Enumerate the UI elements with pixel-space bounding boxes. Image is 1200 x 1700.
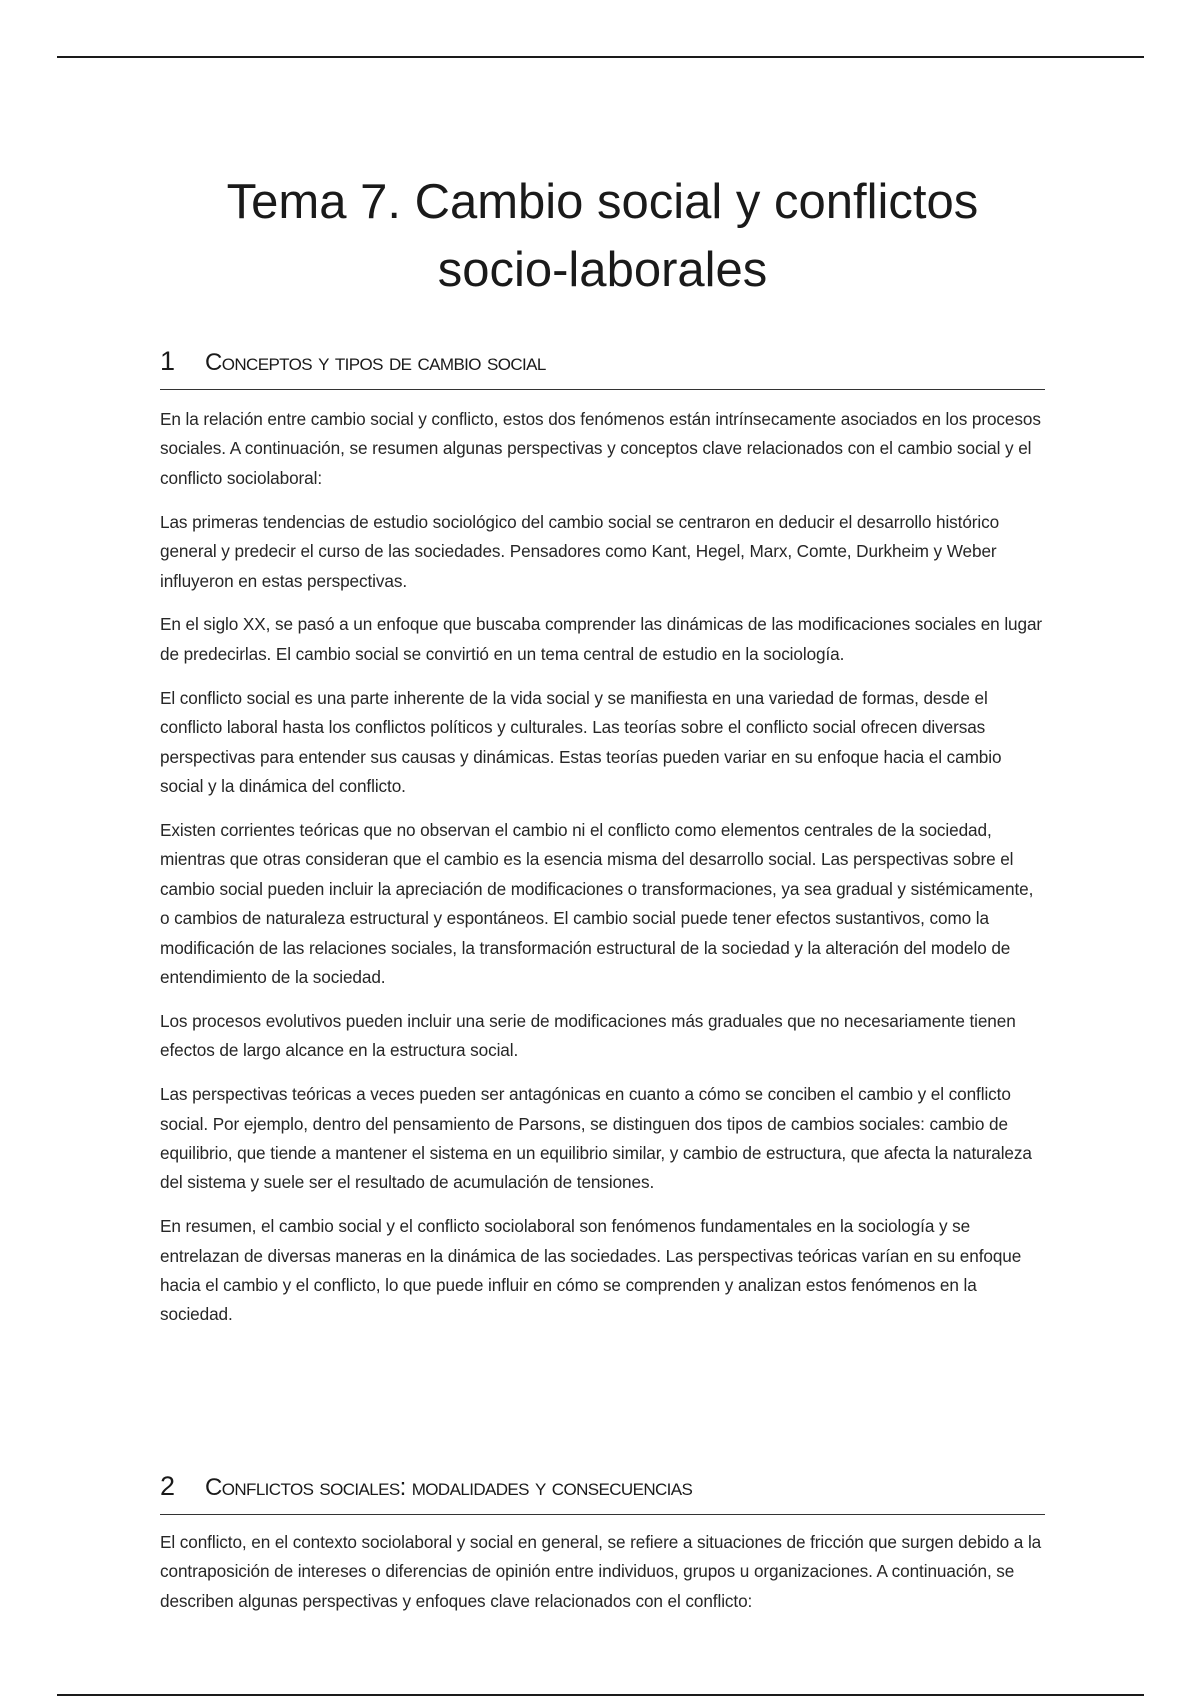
paragraph: Las primeras tendencias de estudio sociológico del cambio social se centraron en deducir el desarrollo histórico general y predecir el curso de las sociedades. Pensadores como Kant, Hegel, Marx, Comte, Durkheim y Weber influyeron en estas perspectivas. — [160, 511, 1000, 591]
paragraph: Las perspectivas teóricas a veces pueden ser antagónicas en cuanto a cómo se conciben el cambio y el conflicto social. Por ejemplo, dentro del pensamiento de Parsons, se distinguen dos tipos de cambios sociales: cambio de equilibrio, que tiende a mantener el sistema en un equilibrio similar, y cambio de estructura, que afecta la naturaleza del sistema y suele ser el resultado de acumulación de tensiones. — [160, 1084, 1032, 1193]
section-number: 1 — [160, 346, 175, 376]
section-number: 2 — [160, 1471, 175, 1501]
section-title: Conflictos sociales: modalidades y consecuencias — [205, 1474, 693, 1501]
paragraph: El conflicto social es una parte inherente de la vida social y se manifiesta en una variedad de formas, desde el conflicto laboral hasta los conflictos políticos y culturales. Las teorías sobre el conflicto social ofrecen diversas perspectivas para entender sus causas y dinámicas. Estas teorías pueden variar en su enfoque hacia el cambio social y la dinámica del conflicto. — [160, 687, 1002, 796]
section-1-body — [160, 405, 1045, 1344]
section-title: Conceptos y tipos de cambio social — [205, 349, 546, 376]
section-1-heading — [160, 346, 1045, 390]
page-top-rule — [57, 56, 1144, 58]
paragraph: En resumen, el cambio social y el conflicto sociolaboral son fenómenos fundamentales en la sociología y se entrelazan de diversas maneras en la dinámica de las sociedades. Las perspectivas teóricas varían en su enfoque hacia el cambio y el conflicto, lo que puede influir en cómo se comprenden y analizan estos fenómenos en la sociedad. — [160, 1216, 1022, 1325]
paragraph: Existen corrientes teóricas que no observan el cambio ni el conflicto como elementos centrales de la sociedad, mientras que otras consideran que el cambio es la esencia misma del desarrollo social. Las perspectivas sobre el cambio social pueden incluir la apreciación de modificaciones o transformaciones, ya sea gradual y sistémicamente, o cambios de naturaleza estructural y espontáneos. El cambio social puede tener efectos sustantivos, como la modificación de las relaciones sociales, la transformación estructural de la sociedad y la alteración del modelo de entendimiento de la sociedad. — [160, 819, 1034, 987]
section-2-body — [160, 1528, 1045, 1631]
paragraph: En el siglo XX, se pasó a un enfoque que buscaba comprender las dinámicas de las modificaciones sociales en lugar de predecirlas. El cambio social se convirtió en un tema central de estudio en la sociología. — [160, 614, 1043, 664]
section-2-heading — [160, 1471, 1045, 1515]
paragraph: En la relación entre cambio social y conflicto, estos dos fenómenos están intrínsecamente asociados en los procesos sociales. A continuación, se resumen algunas perspectivas y conceptos clave relacionados con el cambio social y el conflicto sociolaboral: — [160, 409, 1041, 488]
paragraph: Los procesos evolutivos pueden incluir una serie de modificaciones más graduales que no necesariamente tienen efectos de largo alcance en la estructura social. — [160, 1010, 1016, 1061]
page-bottom-rule — [57, 1694, 1144, 1696]
document-title — [160, 168, 1045, 304]
paragraph: El conflicto, en el contexto sociolaboral y social en general, se refiere a situaciones de fricción que surgen debido a la contraposición de intereses o diferencias de opinión entre individuos, grupos u organizaciones. A continuación, se describen algunas perspectivas y enfoques clave relacionados con el conflicto: — [160, 1532, 1042, 1611]
title-line-1: Tema 7. Cambio social y conflictos — [226, 175, 979, 229]
title-line-2: socio-laborales — [437, 243, 768, 297]
